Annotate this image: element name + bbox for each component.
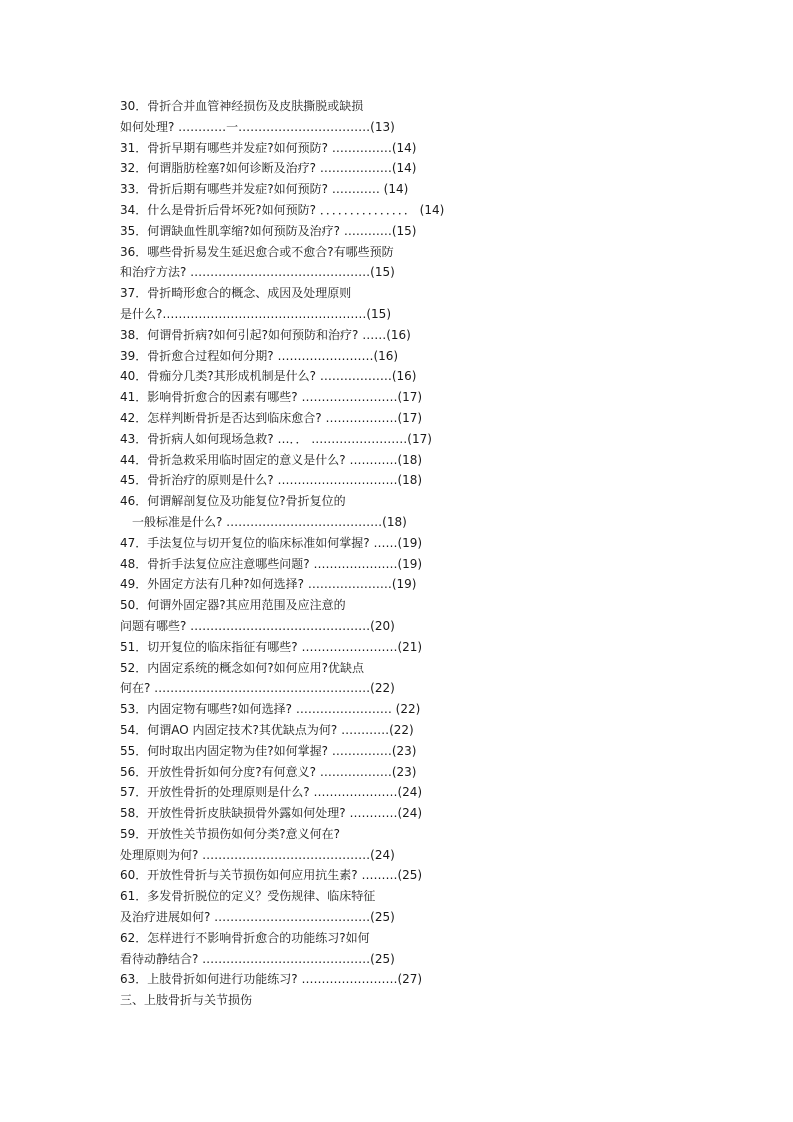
toc-line: 42．怎样判断骨折是否达到临床愈合? ………………(17) <box>120 410 423 425</box>
toc-line: 问题有哪些? ………………………………………(20) <box>120 618 395 633</box>
toc-line: 55．何时取出内固定物为佳?如何掌握? ……………(23) <box>120 743 417 758</box>
table-of-contents <box>120 96 500 1011</box>
toc-line: 57．开放性骨折的处理原则是什么? …………………(24) <box>120 785 423 800</box>
toc-line: 和治疗方法? ………………………………………(15) <box>120 265 395 280</box>
toc-line: 49．外固定方法有几种?如何选择? …………………(19) <box>120 577 417 592</box>
toc-line: 36．哪些骨折易发生延迟愈合或不愈合?有哪些预防 <box>120 244 394 259</box>
toc-line: 41．影响骨折愈合的因素有哪些? ……………………(17) <box>120 390 423 405</box>
toc-line: 47．手法复位与切开复位的临床标准如何掌握? ……(19) <box>120 535 423 550</box>
toc-line: 35．何谓缺血性肌挛缩?如何预防及治疗? …………(15) <box>120 223 417 238</box>
toc-line: 61．多发骨折脱位的定义？受伤规律、临床特征 <box>120 889 376 904</box>
toc-line: 32．何谓脂肪栓塞?如何诊断及治疗? ………………(14) <box>120 161 417 176</box>
toc-line: 何在? ………………………………………………(22) <box>120 681 395 696</box>
toc-line: 58．开放性骨折皮肤缺损骨外露如何处理? …………(24) <box>120 806 423 821</box>
toc-line: 及治疗进展如何? …………………………………(25) <box>120 910 395 925</box>
toc-line: 是什么?……………………………………………(15) <box>120 306 392 321</box>
toc-line: 33．骨折后期有哪些并发症?如何预防? ………… (14) <box>120 182 409 197</box>
toc-line: 39．骨折愈合过程如何分期? ……………………(16) <box>120 348 399 363</box>
toc-line: 51．切开复位的临床指征有哪些? ……………………(21) <box>120 639 423 654</box>
toc-line: 看待动静结合? ……………………………………(25) <box>120 951 395 966</box>
toc-line: 43．骨折病人如何现场急救? …．． ……………………(17) <box>120 431 432 446</box>
toc-line: 处理原则为何? ……………………………………(24) <box>120 847 395 862</box>
toc-line: 31．骨折早期有哪些并发症?如何预防? ……………(14) <box>120 140 417 155</box>
toc-line: 38．何谓骨折病?如何引起?如何预防和治疗? ……(16) <box>120 327 411 342</box>
toc-line: 54．何谓AO 内固定技术?其优缺点为何? …………(22) <box>120 722 414 737</box>
toc-line: 40．骨痂分几类?其形成机制是什么? ………………(16) <box>120 369 417 384</box>
section-heading: 三、上肢骨折与关节损伤 <box>120 993 253 1008</box>
toc-line: 37．骨折畸形愈合的概念、成因及处理原则 <box>120 286 352 301</box>
toc-line: 56．开放性骨折如何分度?有何意义? ………………(23) <box>120 764 417 779</box>
toc-line: 45．骨折治疗的原则是什么? …………………………(18) <box>120 473 423 488</box>
toc-line: 44．骨折急救采用临时固定的意义是什么? …………(18) <box>120 452 423 467</box>
toc-line: 60．开放性骨折与关节损伤如何应用抗生素? ………(25) <box>120 868 423 883</box>
toc-line: 一般标准是什么? …………………………………(18) <box>132 514 407 529</box>
toc-line: 50．何谓外固定器?其应用范围及应注意的 <box>120 598 346 613</box>
toc-line: 30．骨折合并血管神经损伤及皮肤撕脱或缺损 <box>120 99 364 113</box>
toc-line: 如何处理? …………一……………………………(13) <box>120 119 395 134</box>
toc-line: 53．内固定物有哪些?如何选择? …………………… (22) <box>120 702 421 717</box>
toc-line: 63．上肢骨折如何进行功能练习? ……………………(27) <box>120 972 423 987</box>
toc-line: 59．开放性关节损伤如何分类?意义何在? <box>120 826 341 841</box>
toc-line: 62．怎样进行不影响骨折愈合的功能练习?如何 <box>120 930 370 945</box>
toc-line: 52．内固定系统的概念如何?如何应用?优缺点 <box>120 660 365 675</box>
toc-line: 34．什么是骨折后骨坏死?如何预防? ．．．．．．．．．．．．．．． (14) <box>120 202 445 217</box>
toc-line: 48．骨折手法复位应注意哪些问题? …………………(19) <box>120 556 423 571</box>
toc-line: 46．何谓解剖复位及功能复位?骨折复位的 <box>120 494 346 509</box>
